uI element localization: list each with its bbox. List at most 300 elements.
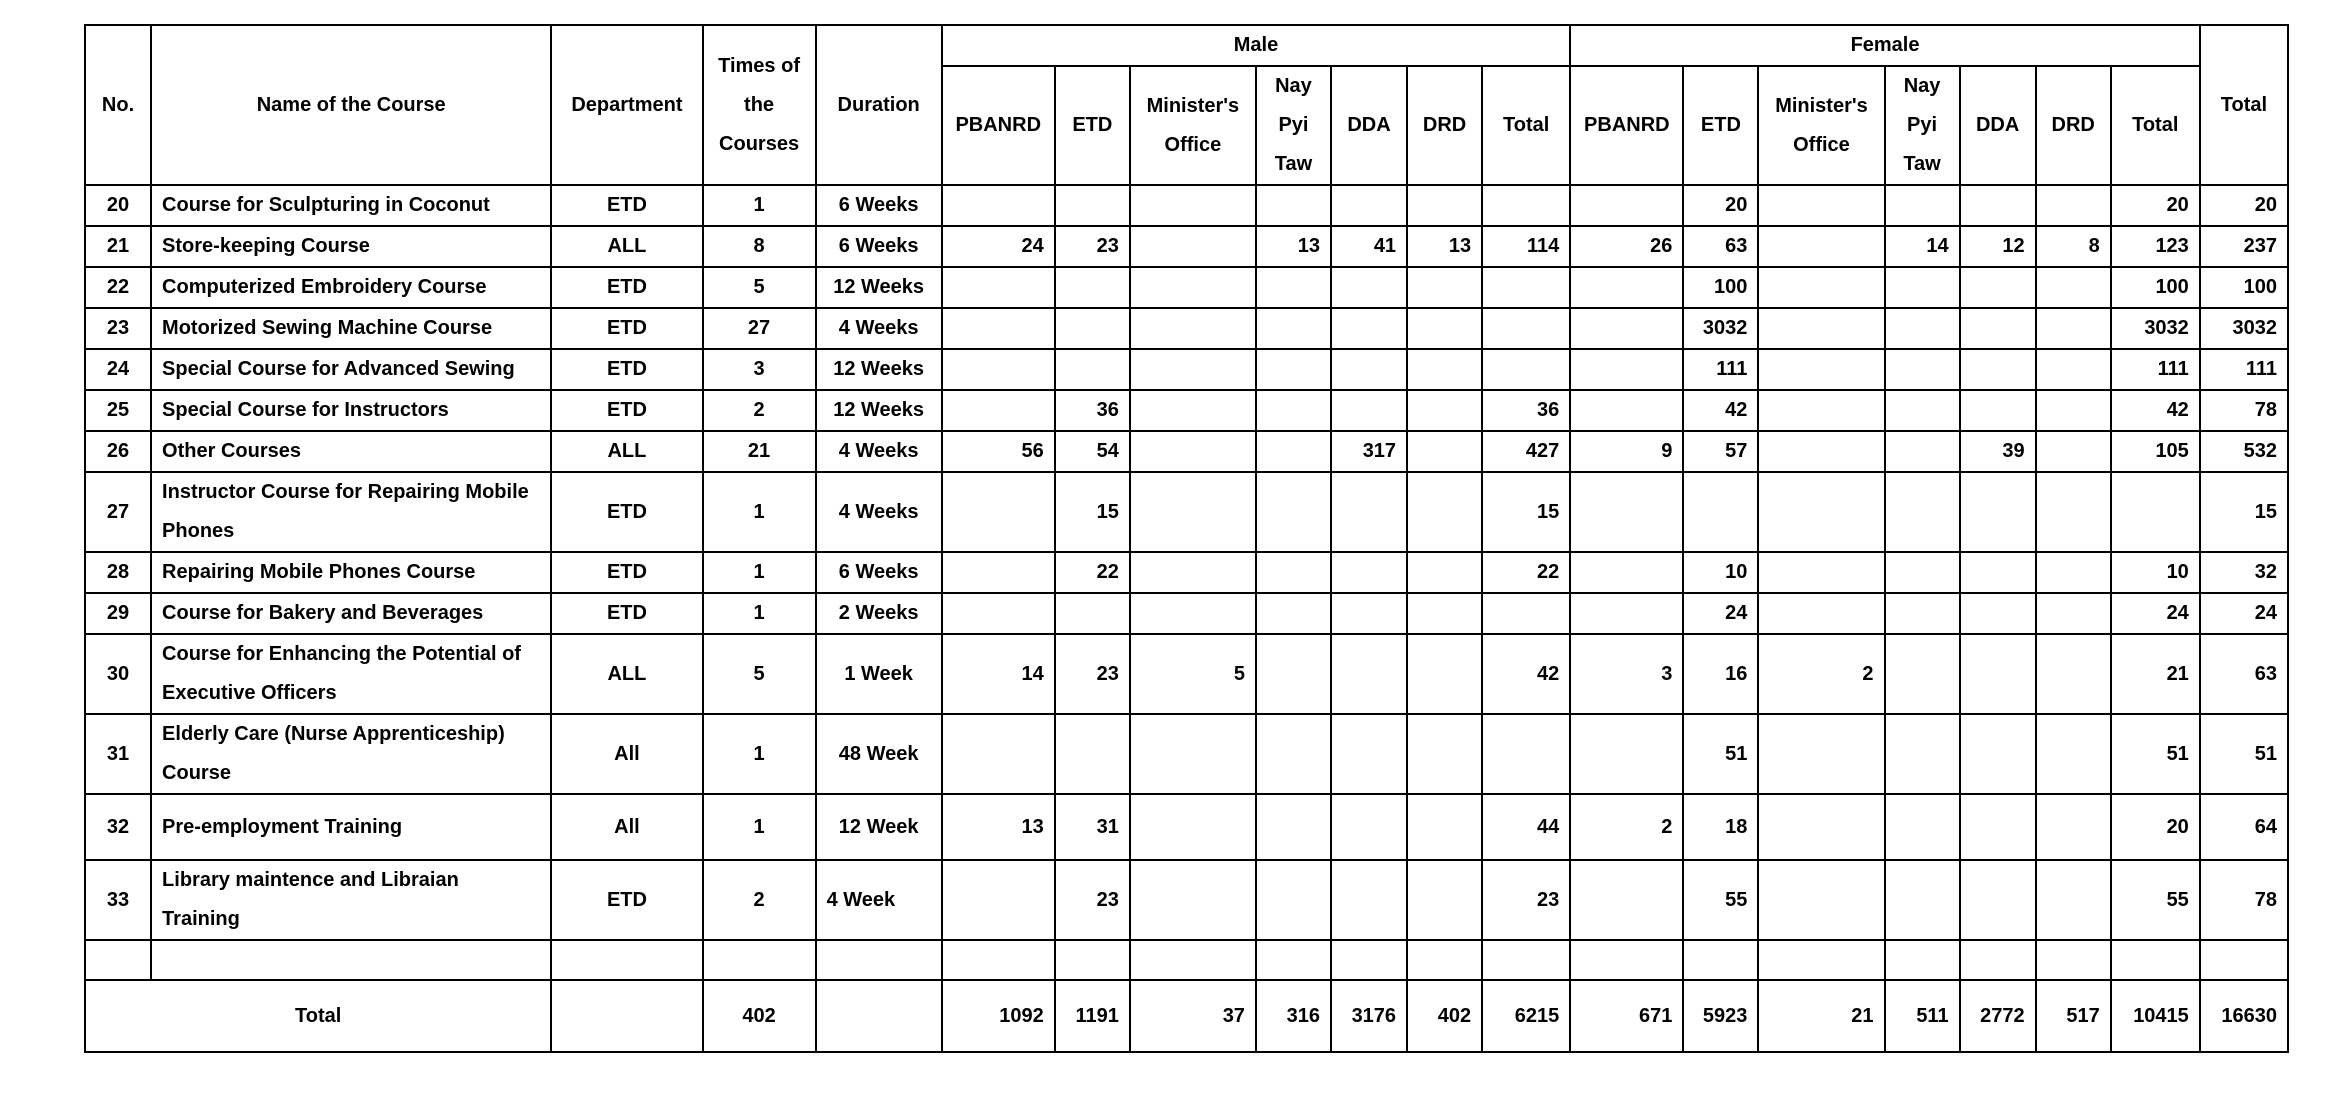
cell-female-value xyxy=(2036,185,2111,226)
totals-male-value: 3176 xyxy=(1331,980,1407,1052)
cell-female-value: 55 xyxy=(2111,860,2200,940)
header-no: No. xyxy=(85,25,151,185)
cell-male-value xyxy=(1256,472,1331,552)
cell-female-value xyxy=(2111,472,2200,552)
cell-male-value: 22 xyxy=(1055,552,1130,593)
cell-male-value: 24 xyxy=(942,226,1055,267)
cell-row-total: 78 xyxy=(2200,390,2288,431)
cell-duration: 12 Week xyxy=(816,794,942,860)
cell-male-value: 23 xyxy=(1055,634,1130,714)
cell-female-value xyxy=(1960,714,2036,794)
cell-no: 29 xyxy=(85,593,151,634)
cell-course-name: Special Course for Advanced Sewing xyxy=(151,349,551,390)
cell-course-name: Special Course for Instructors xyxy=(151,390,551,431)
cell-times: 8 xyxy=(703,226,816,267)
cell-female-value xyxy=(1570,390,1683,431)
cell-male-value: 36 xyxy=(1055,390,1130,431)
cell-female-value xyxy=(1570,472,1683,552)
cell-female-value xyxy=(1758,308,1884,349)
header-male-total: Total xyxy=(1482,66,1570,185)
cell-male-value xyxy=(1055,185,1130,226)
cell-male-value: 56 xyxy=(942,431,1055,472)
header-female: Female xyxy=(1570,25,2200,66)
cell-row-total: 111 xyxy=(2200,349,2288,390)
cell-female-value xyxy=(1885,634,1960,714)
cell-female-value: 16 xyxy=(1683,634,1758,714)
cell-female-value xyxy=(2036,308,2111,349)
cell-female-value xyxy=(2036,349,2111,390)
cell-female-value: 20 xyxy=(1683,185,1758,226)
blank-cell xyxy=(1960,940,2036,980)
cell-no: 25 xyxy=(85,390,151,431)
totals-male-value: 316 xyxy=(1256,980,1331,1052)
cell-female-value xyxy=(2036,267,2111,308)
table-row xyxy=(85,472,2288,552)
cell-male-value xyxy=(1055,267,1130,308)
cell-male-value xyxy=(942,860,1055,940)
cell-duration: 4 Weeks xyxy=(816,308,942,349)
header-department: Department xyxy=(551,25,702,185)
cell-male-value xyxy=(1407,308,1482,349)
cell-female-value xyxy=(1758,714,1884,794)
table-row xyxy=(85,714,2288,794)
cell-female-value xyxy=(1570,185,1683,226)
cell-female-value xyxy=(1960,634,2036,714)
course-statistics-table xyxy=(84,24,2289,1053)
cell-no: 24 xyxy=(85,349,151,390)
cell-female-value xyxy=(1885,390,1960,431)
cell-female-value: 8 xyxy=(2036,226,2111,267)
totals-times: 402 xyxy=(703,980,816,1052)
cell-male-value xyxy=(942,349,1055,390)
cell-female-value xyxy=(1758,185,1884,226)
blank-cell xyxy=(2111,940,2200,980)
totals-male-value: 1191 xyxy=(1055,980,1130,1052)
cell-times: 1 xyxy=(703,472,816,552)
cell-male-value: 31 xyxy=(1055,794,1130,860)
cell-male-value: 114 xyxy=(1482,226,1570,267)
cell-female-value: 2 xyxy=(1758,634,1884,714)
cell-female-value xyxy=(1683,472,1758,552)
cell-male-value xyxy=(1130,349,1256,390)
blank-cell xyxy=(2200,940,2288,980)
cell-female-value xyxy=(1960,794,2036,860)
cell-duration: 12 Weeks xyxy=(816,349,942,390)
blank-cell xyxy=(551,940,702,980)
cell-male-value xyxy=(1407,593,1482,634)
cell-female-value: 20 xyxy=(2111,794,2200,860)
cell-male-value xyxy=(1482,714,1570,794)
cell-male-value xyxy=(1331,267,1407,308)
cell-times: 27 xyxy=(703,308,816,349)
cell-female-value: 14 xyxy=(1885,226,1960,267)
cell-male-value xyxy=(1256,349,1331,390)
cell-male-value xyxy=(942,267,1055,308)
cell-female-value: 3032 xyxy=(1683,308,1758,349)
header-male-etd: ETD xyxy=(1055,66,1130,185)
cell-times: 2 xyxy=(703,390,816,431)
cell-male-value xyxy=(1331,349,1407,390)
blank-cell xyxy=(1570,940,1683,980)
blank-cell xyxy=(1130,940,1256,980)
cell-male-value xyxy=(1482,185,1570,226)
cell-female-value: 100 xyxy=(1683,267,1758,308)
blank-cell xyxy=(703,940,816,980)
header-male-drd: DRD xyxy=(1407,66,1482,185)
cell-female-value xyxy=(2036,634,2111,714)
blank-cell xyxy=(1482,940,1570,980)
cell-male-value: 23 xyxy=(1482,860,1570,940)
totals-female-value: 671 xyxy=(1570,980,1683,1052)
cell-no: 32 xyxy=(85,794,151,860)
cell-male-value xyxy=(1331,860,1407,940)
cell-male-value: 14 xyxy=(942,634,1055,714)
header-male-pbanrd: PBANRD xyxy=(942,66,1055,185)
cell-male-value: 427 xyxy=(1482,431,1570,472)
cell-no: 22 xyxy=(85,267,151,308)
totals-female-value: 517 xyxy=(2036,980,2111,1052)
cell-male-value xyxy=(1407,185,1482,226)
cell-female-value: 3 xyxy=(1570,634,1683,714)
cell-duration: 6 Weeks xyxy=(816,226,942,267)
cell-male-value: 41 xyxy=(1331,226,1407,267)
cell-row-total: 64 xyxy=(2200,794,2288,860)
totals-duration-cell xyxy=(816,980,942,1052)
cell-female-value: 18 xyxy=(1683,794,1758,860)
cell-female-value: 9 xyxy=(1570,431,1683,472)
cell-male-value xyxy=(1130,267,1256,308)
cell-male-value xyxy=(1482,349,1570,390)
cell-department: ETD xyxy=(551,390,702,431)
cell-female-value: 111 xyxy=(1683,349,1758,390)
table-row xyxy=(85,552,2288,593)
cell-male-value xyxy=(1130,794,1256,860)
cell-female-value: 2 xyxy=(1570,794,1683,860)
cell-duration: 6 Weeks xyxy=(816,185,942,226)
cell-duration: 12 Weeks xyxy=(816,390,942,431)
cell-male-value xyxy=(942,593,1055,634)
header-course-name: Name of the Course xyxy=(151,25,551,185)
table-row xyxy=(85,634,2288,714)
cell-female-value xyxy=(1960,552,2036,593)
cell-male-value xyxy=(1407,794,1482,860)
cell-male-value: 22 xyxy=(1482,552,1570,593)
cell-female-value xyxy=(1570,349,1683,390)
header-grand-total: Total xyxy=(2200,25,2288,185)
cell-male-value: 54 xyxy=(1055,431,1130,472)
blank-cell xyxy=(942,940,1055,980)
cell-course-name: Pre-employment Training xyxy=(151,794,551,860)
cell-department: ALL xyxy=(551,634,702,714)
cell-row-total: 20 xyxy=(2200,185,2288,226)
header-female-etd: ETD xyxy=(1683,66,1758,185)
cell-male-value xyxy=(1256,794,1331,860)
header-female-dda: DDA xyxy=(1960,66,2036,185)
cell-times: 1 xyxy=(703,185,816,226)
cell-female-value xyxy=(1885,860,1960,940)
cell-female-value xyxy=(1885,794,1960,860)
cell-female-value: 39 xyxy=(1960,431,2036,472)
totals-male-value: 402 xyxy=(1407,980,1482,1052)
cell-department: All xyxy=(551,714,702,794)
cell-male-value: 5 xyxy=(1130,634,1256,714)
cell-department: ALL xyxy=(551,431,702,472)
totals-female-value: 21 xyxy=(1758,980,1884,1052)
cell-male-value xyxy=(1055,593,1130,634)
cell-row-total: 32 xyxy=(2200,552,2288,593)
cell-male-value xyxy=(1331,634,1407,714)
cell-male-value xyxy=(942,185,1055,226)
totals-female-value: 5923 xyxy=(1683,980,1758,1052)
cell-female-value xyxy=(1570,860,1683,940)
cell-course-name: Course for Sculpturing in Coconut xyxy=(151,185,551,226)
cell-female-value xyxy=(1885,185,1960,226)
cell-male-value xyxy=(1407,390,1482,431)
cell-male-value xyxy=(1130,185,1256,226)
cell-duration: 1 Week xyxy=(816,634,942,714)
cell-course-name: Computerized Embroidery Course xyxy=(151,267,551,308)
cell-male-value xyxy=(1331,714,1407,794)
cell-duration: 6 Weeks xyxy=(816,552,942,593)
cell-male-value xyxy=(942,308,1055,349)
cell-female-value xyxy=(1885,308,1960,349)
blank-cell xyxy=(1256,940,1331,980)
cell-no: 28 xyxy=(85,552,151,593)
cell-times: 2 xyxy=(703,860,816,940)
cell-female-value: 51 xyxy=(2111,714,2200,794)
blank-cell xyxy=(85,940,151,980)
cell-department: All xyxy=(551,794,702,860)
cell-female-value: 42 xyxy=(1683,390,1758,431)
cell-female-value xyxy=(2036,472,2111,552)
cell-female-value xyxy=(1960,472,2036,552)
cell-male-value xyxy=(1407,552,1482,593)
cell-female-value xyxy=(2036,390,2111,431)
cell-female-value xyxy=(1570,552,1683,593)
cell-department: ETD xyxy=(551,267,702,308)
cell-times: 5 xyxy=(703,634,816,714)
cell-male-value: 36 xyxy=(1482,390,1570,431)
cell-male-value: 15 xyxy=(1482,472,1570,552)
cell-male-value xyxy=(1130,308,1256,349)
cell-male-value xyxy=(1256,267,1331,308)
cell-times: 1 xyxy=(703,794,816,860)
cell-duration: 4 Weeks xyxy=(816,431,942,472)
cell-male-value xyxy=(1331,308,1407,349)
cell-times: 3 xyxy=(703,349,816,390)
cell-row-total: 100 xyxy=(2200,267,2288,308)
blank-cell xyxy=(151,940,551,980)
cell-course-name: Course for Bakery and Beverages xyxy=(151,593,551,634)
header-female-ministers-office: Minister's Office xyxy=(1758,66,1884,185)
cell-row-total: 237 xyxy=(2200,226,2288,267)
cell-duration: 48 Week xyxy=(816,714,942,794)
blank-cell xyxy=(1683,940,1758,980)
cell-male-value xyxy=(1407,860,1482,940)
cell-no: 26 xyxy=(85,431,151,472)
table-row xyxy=(85,308,2288,349)
cell-male-value xyxy=(1331,472,1407,552)
cell-course-name: Elderly Care (Nurse Apprenticeship) Course xyxy=(151,714,551,794)
totals-grand-total: 16630 xyxy=(2200,980,2288,1052)
cell-male-value xyxy=(1256,185,1331,226)
cell-department: ETD xyxy=(551,593,702,634)
cell-male-value xyxy=(1055,308,1130,349)
cell-male-value: 317 xyxy=(1331,431,1407,472)
cell-male-value xyxy=(1407,349,1482,390)
cell-female-value xyxy=(1885,472,1960,552)
cell-male-value xyxy=(1130,431,1256,472)
cell-male-value: 13 xyxy=(942,794,1055,860)
cell-female-value xyxy=(1758,593,1884,634)
cell-male-value xyxy=(1407,267,1482,308)
cell-female-value xyxy=(1885,714,1960,794)
cell-department: ETD xyxy=(551,860,702,940)
cell-no: 33 xyxy=(85,860,151,940)
cell-no: 31 xyxy=(85,714,151,794)
cell-male-value xyxy=(1130,226,1256,267)
cell-male-value xyxy=(1331,552,1407,593)
cell-duration: 12 Weeks xyxy=(816,267,942,308)
cell-female-value: 51 xyxy=(1683,714,1758,794)
table-header xyxy=(85,25,2288,185)
table-row xyxy=(85,593,2288,634)
cell-row-total: 532 xyxy=(2200,431,2288,472)
cell-no: 27 xyxy=(85,472,151,552)
cell-department: ETD xyxy=(551,552,702,593)
cell-course-name: Repairing Mobile Phones Course xyxy=(151,552,551,593)
cell-male-value xyxy=(1256,714,1331,794)
cell-duration: 4 Week xyxy=(816,860,942,940)
cell-female-value: 100 xyxy=(2111,267,2200,308)
cell-female-value xyxy=(1960,349,2036,390)
cell-course-name: Motorized Sewing Machine Course xyxy=(151,308,551,349)
cell-male-value xyxy=(1407,634,1482,714)
cell-female-value: 24 xyxy=(2111,593,2200,634)
cell-male-value: 13 xyxy=(1256,226,1331,267)
header-male-nay-pyi-taw: Nay Pyi Taw xyxy=(1256,66,1331,185)
cell-female-value: 55 xyxy=(1683,860,1758,940)
cell-female-value: 26 xyxy=(1570,226,1683,267)
cell-male-value: 44 xyxy=(1482,794,1570,860)
cell-female-value: 123 xyxy=(2111,226,2200,267)
cell-male-value xyxy=(1407,431,1482,472)
cell-male-value xyxy=(1256,552,1331,593)
cell-male-value xyxy=(1130,390,1256,431)
cell-course-name: Library maintence and Libraian Training xyxy=(151,860,551,940)
cell-female-value xyxy=(1570,308,1683,349)
cell-female-value xyxy=(2036,860,2111,940)
cell-male-value xyxy=(1256,593,1331,634)
cell-department: ALL xyxy=(551,226,702,267)
cell-female-value: 111 xyxy=(2111,349,2200,390)
header-female-nay-pyi-taw: Nay Pyi Taw xyxy=(1885,66,1960,185)
cell-female-value xyxy=(1885,267,1960,308)
cell-male-value: 13 xyxy=(1407,226,1482,267)
cell-row-total: 51 xyxy=(2200,714,2288,794)
cell-department: ETD xyxy=(551,185,702,226)
cell-male-value xyxy=(1407,472,1482,552)
header-male-ministers-office: Minister's Office xyxy=(1130,66,1256,185)
cell-male-value xyxy=(942,472,1055,552)
cell-male-value xyxy=(1331,185,1407,226)
cell-department: ETD xyxy=(551,349,702,390)
cell-times: 1 xyxy=(703,593,816,634)
cell-female-value: 42 xyxy=(2111,390,2200,431)
cell-male-value xyxy=(1482,308,1570,349)
cell-no: 23 xyxy=(85,308,151,349)
blank-cell xyxy=(2036,940,2111,980)
cell-female-value xyxy=(1885,431,1960,472)
cell-female-value: 63 xyxy=(1683,226,1758,267)
cell-female-value xyxy=(2036,714,2111,794)
cell-no: 30 xyxy=(85,634,151,714)
cell-female-value xyxy=(1758,552,1884,593)
totals-row xyxy=(85,980,2288,1052)
header-male-dda: DDA xyxy=(1331,66,1407,185)
cell-course-name: Store-keeping Course xyxy=(151,226,551,267)
cell-female-value xyxy=(1885,552,1960,593)
cell-female-value xyxy=(1758,860,1884,940)
cell-male-value: 23 xyxy=(1055,226,1130,267)
cell-female-value: 10 xyxy=(1683,552,1758,593)
totals-label: Total xyxy=(85,980,551,1052)
table-row xyxy=(85,226,2288,267)
blank-cell xyxy=(1758,940,1884,980)
table-row xyxy=(85,860,2288,940)
totals-male-value: 37 xyxy=(1130,980,1256,1052)
cell-female-value xyxy=(2036,552,2111,593)
cell-male-value xyxy=(942,714,1055,794)
cell-female-value xyxy=(1885,593,1960,634)
cell-row-total: 15 xyxy=(2200,472,2288,552)
cell-male-value xyxy=(1256,308,1331,349)
cell-female-value xyxy=(2036,431,2111,472)
cell-no: 21 xyxy=(85,226,151,267)
cell-male-value xyxy=(1482,593,1570,634)
cell-female-value xyxy=(1960,308,2036,349)
cell-course-name: Other Courses xyxy=(151,431,551,472)
cell-female-value xyxy=(1758,226,1884,267)
table-row xyxy=(85,431,2288,472)
cell-male-value xyxy=(1331,390,1407,431)
cell-male-value xyxy=(1130,552,1256,593)
cell-times: 21 xyxy=(703,431,816,472)
cell-female-value xyxy=(1570,267,1683,308)
cell-female-value xyxy=(1960,390,2036,431)
blank-cell xyxy=(1407,940,1482,980)
cell-female-value xyxy=(1758,431,1884,472)
cell-female-value xyxy=(1960,593,2036,634)
header-row-groups xyxy=(85,25,2288,66)
cell-female-value xyxy=(2036,794,2111,860)
cell-male-value xyxy=(1482,267,1570,308)
table-row xyxy=(85,390,2288,431)
blank-cell xyxy=(1885,940,1960,980)
cell-male-value xyxy=(1130,472,1256,552)
totals-female-value: 2772 xyxy=(1960,980,2036,1052)
cell-male-value xyxy=(1130,593,1256,634)
cell-course-name: Instructor Course for Repairing Mobile Phones xyxy=(151,472,551,552)
blank-cell xyxy=(816,940,942,980)
cell-male-value xyxy=(1130,714,1256,794)
header-female-total: Total xyxy=(2111,66,2200,185)
blank-row xyxy=(85,940,2288,980)
cell-no: 20 xyxy=(85,185,151,226)
cell-female-value: 24 xyxy=(1683,593,1758,634)
cell-male-value xyxy=(1256,431,1331,472)
cell-male-value xyxy=(1055,714,1130,794)
